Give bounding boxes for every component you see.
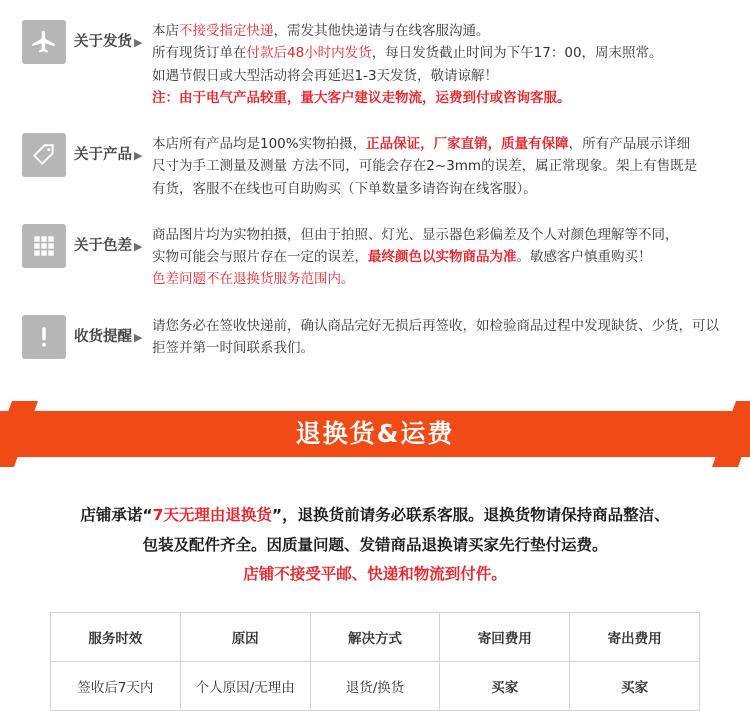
info-row-color xyxy=(0,222,750,291)
info-label-color xyxy=(66,222,152,255)
info-label-text: 关于发货 xyxy=(74,34,132,50)
table-row xyxy=(51,661,700,710)
info-text-receipt: 请您务必在签收快递前，确认商品完好无损后再签收，如检验商品过程中发现缺货、少货，可以 拒签并第一时间联系我们。 xyxy=(152,317,719,356)
refund-banner xyxy=(0,401,750,467)
info-label-text: 收货提醒 xyxy=(74,328,132,345)
info-row-product xyxy=(0,131,750,200)
info-label-product xyxy=(66,131,152,164)
table-cell-solution: 退货/换货 xyxy=(310,661,440,710)
info-text-color: 商品图片均为实物拍摄，但由于拍照、灯光、显示器色彩偏差及个人对颜色理解等不同， 实物可能会与照片存在一定的误差，最终颜色以实物商品为准。敏感客户慎重购买！ 色差问题不在退换货服务范围内。 xyxy=(152,226,679,288)
policy-text xyxy=(0,501,750,589)
table-cell-send-fee: 买家 xyxy=(570,661,700,710)
tag-icon xyxy=(22,133,66,177)
banner-title: 退换货&运费 xyxy=(295,419,455,449)
table-header-cell: 原因 xyxy=(180,612,310,661)
info-label-receipt xyxy=(66,313,152,346)
grid-icon xyxy=(22,224,66,268)
exclamation-icon xyxy=(22,315,66,359)
info-label-text: 关于色差 xyxy=(74,237,132,254)
policy-line-3: 店铺不接受平邮、快递和物流到付件。 xyxy=(243,565,507,584)
table-header-cell: 解决方式 xyxy=(310,612,440,661)
table-cell-duration: 签收后7天内 xyxy=(51,661,181,710)
table-header-row xyxy=(51,612,700,661)
triangle-icon: ▶ xyxy=(134,330,143,344)
airplane-icon xyxy=(22,20,66,64)
refund-table-wrap xyxy=(50,612,700,711)
policy-line-1: 店铺承诺“7天无理由退换货”，退换货前请务必联系客服。退换货物请保持商品整洁、 xyxy=(80,506,670,525)
table-cell-return-fee: 买家 xyxy=(440,661,570,710)
refund-table xyxy=(50,612,700,711)
info-row-shipping xyxy=(0,18,750,109)
info-row-receipt xyxy=(0,313,750,360)
table-header-cell: 寄回费用 xyxy=(440,612,570,661)
info-label-shipping xyxy=(66,18,152,51)
triangle-icon: ▶ xyxy=(134,149,143,163)
info-text-product: 本店所有产品均是100%实物拍摄，正品保证，厂家直销，质量有保障，所有产品展示详细 尺寸为手工测量及测量 方法不同，可能会存在2~3mm的误差，属正常现象。架上有售既是 有货，客服不在线也可自助购买（下单数量多请咨询在线客服）。 xyxy=(152,136,698,197)
table-header-cell: 服务时效 xyxy=(51,612,181,661)
info-text-shipping: 本店不接受指定快递，需发其他快递请与在线客服沟通。 所有现货订单在付款后48小时内发货，每日发货截止时间为下午17：00，周末照常。 如遇节假日或大型活动将会再延迟1-3天发货，敬请谅解！ 注：由于电气产品较重，量大客户建议走物流，运费到付或咨询客服。 xyxy=(152,23,663,106)
triangle-icon: ▶ xyxy=(134,239,143,253)
table-header-cell: 寄出费用 xyxy=(570,612,700,661)
table-cell-reason: 个人原因/无理由 xyxy=(180,661,310,710)
policy-line-2: 包装及配件齐全。因质量问题、发错商品退换请买家先行垫付运费。 xyxy=(142,535,608,554)
triangle-icon: ▶ xyxy=(134,36,143,49)
info-label-text: 关于产品 xyxy=(74,147,132,164)
